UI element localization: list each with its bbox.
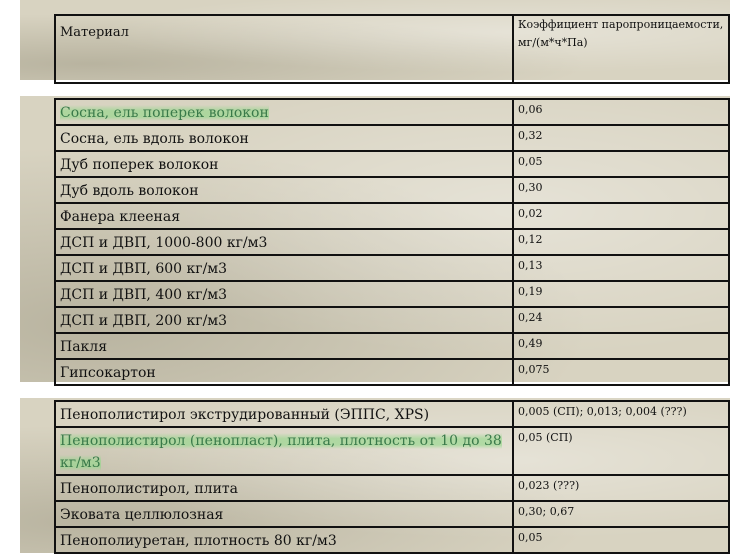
table-row [55,475,729,501]
material-label: Дуб вдоль волокон [60,183,199,199]
coefficient-cell [513,177,729,203]
coefficient-cell [513,151,729,177]
material-column-header: Материал [55,15,513,83]
table-row [55,281,729,307]
material-label: Сосна, ель поперек волокон [60,105,269,121]
table-header-fragment [20,0,730,80]
material-cell [55,203,513,229]
material-label: Пакля [60,339,108,355]
material-cell [55,527,513,553]
coefficient-value: 0,05 [518,155,543,168]
coefficient-cell [513,359,729,385]
table-row [55,359,729,385]
coefficient-column-header: Коэффициент паропроницаемости, мг/(м*ч*Па) [513,15,729,83]
coefficient-value: 0,005 (СП); 0,013; 0,004 (???) [518,405,687,418]
coefficient-cell [513,99,729,125]
material-label: ДСП и ДВП, 1000-800 кг/м3 [60,235,268,251]
material-cell [55,281,513,307]
table-row [55,333,729,359]
header-row [55,15,729,83]
material-label: Пенополиуретан, плотность 80 кг/м3 [60,533,337,549]
table-row [55,203,729,229]
header-table [54,14,730,84]
material-cell [55,307,513,333]
coefficient-cell [513,307,729,333]
coefficient-cell [513,501,729,527]
material-cell [55,427,513,475]
table-row [55,99,729,125]
table-row [55,125,729,151]
material-label: ДСП и ДВП, 600 кг/м3 [60,261,228,277]
coefficient-cell [513,255,729,281]
table-fragment-wood [20,96,730,382]
material-label: Пенополистирол (пенопласт), плита, плотность от 10 до 38 кг/м3 [60,433,502,471]
coefficient-cell [513,229,729,255]
material-cell [55,475,513,501]
wood-table [54,98,730,386]
coefficient-value: 0,06 [518,103,543,116]
coefficient-value: 0,02 [518,207,543,220]
coefficient-value: 0,05 (СП) [518,431,573,444]
material-label: Гипсокартон [60,365,156,381]
material-label: ДСП и ДВП, 400 кг/м3 [60,287,228,303]
material-cell [55,501,513,527]
material-label: Сосна, ель вдоль волокон [60,131,249,147]
coefficient-value: 0,32 [518,129,543,142]
coefficient-value: 0,023 (???) [518,479,580,492]
coefficient-value: 0,49 [518,337,543,350]
table-row [55,151,729,177]
table-row [55,177,729,203]
coefficient-value: 0,19 [518,285,543,298]
coefficient-value: 0,12 [518,233,543,246]
material-label: Пенополистирол, плита [60,481,238,497]
material-cell [55,99,513,125]
material-label: ДСП и ДВП, 200 кг/м3 [60,313,228,329]
material-cell [55,333,513,359]
coefficient-cell [513,401,729,427]
material-cell [55,125,513,151]
table-row [55,255,729,281]
coefficient-cell [513,475,729,501]
material-cell [55,229,513,255]
material-cell [55,151,513,177]
coefficient-value: 0,13 [518,259,543,272]
coefficient-cell [513,333,729,359]
table-row [55,527,729,553]
insulation-table [54,400,730,554]
coefficient-value: 0,30 [518,181,543,194]
coefficient-cell [513,125,729,151]
material-label: Дуб поперек волокон [60,157,219,173]
table-row [55,307,729,333]
coefficient-value: 0,30; 0,67 [518,505,575,518]
material-cell [55,359,513,385]
coefficient-value: 0,05 [518,531,543,544]
table-row [55,501,729,527]
coefficient-cell [513,427,729,475]
coefficient-cell [513,203,729,229]
table-row [55,427,729,475]
coefficient-value: 0,24 [518,311,543,324]
material-cell [55,401,513,427]
coefficient-cell [513,281,729,307]
table-row [55,229,729,255]
table-fragment-insulation [20,398,730,553]
coefficient-cell [513,527,729,553]
material-label: Фанера клееная [60,209,181,225]
coefficient-value: 0,075 [518,363,550,376]
material-cell [55,255,513,281]
material-label: Пенополистирол экструдированный (ЭППС, XPS) [60,407,430,423]
table-row [55,401,729,427]
material-label: Эковата целлюлозная [60,507,224,523]
material-cell [55,177,513,203]
